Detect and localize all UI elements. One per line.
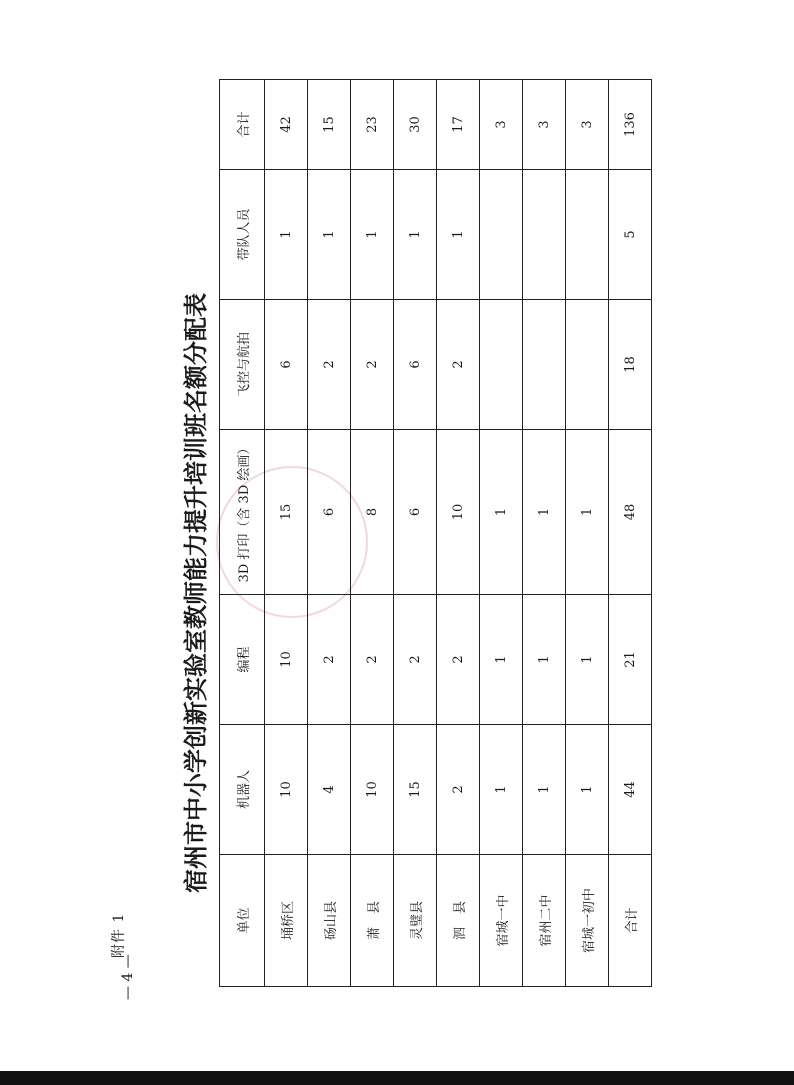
unit-cell: 埇桥区 [265,855,308,987]
scan-bottom-edge [0,1071,794,1085]
table-cell: 15 [394,725,437,855]
table-cell: 2 [308,595,351,725]
header-cell-team-leader: 带队人员 [220,170,265,300]
header-cell-flight-control: 飞控与航拍 [220,300,265,430]
table-cell: 2 [351,300,394,430]
header-row [220,80,265,987]
table-cell: 3 [523,80,566,170]
table-cell: 48 [609,430,652,595]
table-cell: 1 [265,170,308,300]
unit-cell: 砀山县 [308,855,351,987]
header-cell-3d-printing: 3D 打印（含 3D 绘画） [220,430,265,595]
unit-cell: 萧 县 [351,855,394,987]
unit-cell: 宿城一初中 [566,855,609,987]
table-cell: 1 [480,595,523,725]
table-cell: 21 [609,595,652,725]
table-row [437,80,480,987]
header-cell-unit: 单位 [220,855,265,987]
table-cell: 2 [351,595,394,725]
unit-cell: 泗 县 [437,855,480,987]
table-cell [523,170,566,300]
table-cell: 6 [394,300,437,430]
table-cell: 3 [566,80,609,170]
table-cell [566,300,609,430]
header-cell-total: 合计 [220,80,265,170]
table-row [394,80,437,987]
table-cell [480,300,523,430]
table-cell [480,170,523,300]
table-cell: 1 [394,170,437,300]
table-cell: 17 [437,80,480,170]
header-cell-programming: 编程 [220,595,265,725]
table-cell: 1 [480,725,523,855]
table-cell: 10 [265,595,308,725]
unit-cell: 合计 [609,855,652,987]
table-cell: 2 [437,595,480,725]
unit-cell: 宿城一中 [480,855,523,987]
table-row [609,80,652,987]
allocation-table-container [219,79,652,987]
table-cell: 1 [308,170,351,300]
table-cell [523,300,566,430]
table-cell: 5 [609,170,652,300]
table-cell: 1 [437,170,480,300]
table-cell: 10 [351,725,394,855]
table-cell: 1 [523,430,566,595]
table-cell: 1 [523,595,566,725]
page-number: — 4 — [120,954,136,1000]
document-title: 宿州市中小学创新实验室教师能力提升培训班名额分配表 [181,293,210,893]
table-cell: 42 [265,80,308,170]
table-cell: 6 [265,300,308,430]
table-cell: 6 [308,430,351,595]
unit-cell: 灵璧县 [394,855,437,987]
table-cell: 1 [566,430,609,595]
table-cell: 2 [437,725,480,855]
table-row [351,80,394,987]
table-cell: 1 [566,595,609,725]
table-row [566,80,609,987]
table-row [265,80,308,987]
table-row [480,80,523,987]
table-cell: 2 [437,300,480,430]
table-cell: 2 [308,300,351,430]
table-row [308,80,351,987]
table-cell: 10 [265,725,308,855]
attachment-label: 附件 1 [111,912,127,958]
table-cell: 1 [351,170,394,300]
table-cell: 23 [351,80,394,170]
table-cell: 1 [566,725,609,855]
table-cell: 44 [609,725,652,855]
table-cell: 4 [308,725,351,855]
table-cell: 2 [394,595,437,725]
table-cell: 30 [394,80,437,170]
table-row [523,80,566,987]
table-cell: 1 [523,725,566,855]
table-cell: 10 [437,430,480,595]
unit-cell: 宿州二中 [523,855,566,987]
table-cell: 136 [609,80,652,170]
table-cell: 8 [351,430,394,595]
table-cell: 1 [480,430,523,595]
table-cell: 3 [480,80,523,170]
header-cell-robot: 机器人 [220,725,265,855]
table-cell: 15 [265,430,308,595]
allocation-table [219,79,652,987]
table-cell: 6 [394,430,437,595]
table-cell [566,170,609,300]
table-cell: 18 [609,300,652,430]
table-cell: 15 [308,80,351,170]
